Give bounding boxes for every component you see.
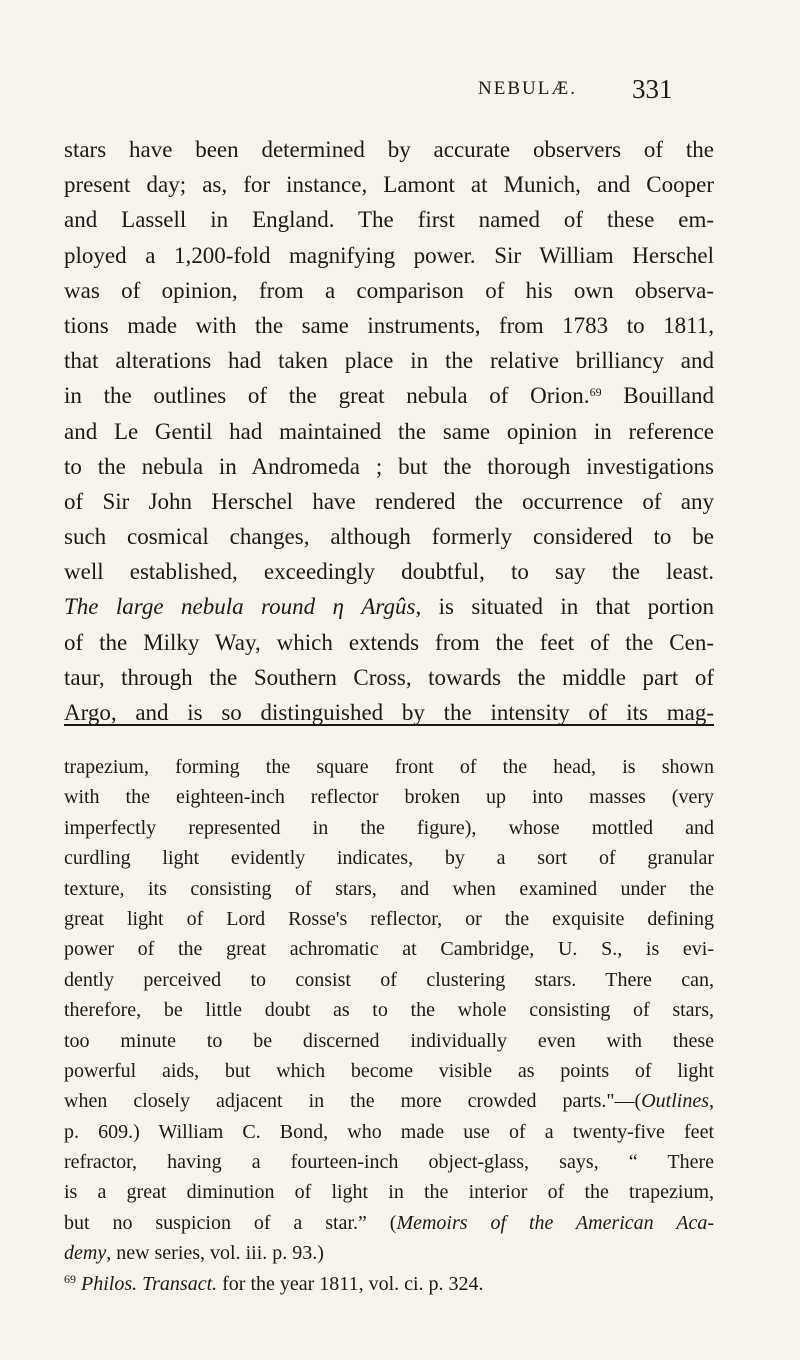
text-run: refractor, having a fourteen-inch object-glass, says, “ There xyxy=(64,1151,714,1174)
text-run: such cosmical changes, although formerly considered to be xyxy=(64,524,714,550)
text-run: was of opinion, from a comparison of his own observa- xyxy=(64,277,714,303)
text-run: dently perceived to consist of clustering stars. There can, xyxy=(64,968,714,991)
text-line xyxy=(64,660,714,695)
page-number: 331 xyxy=(632,74,673,104)
text-line xyxy=(64,589,714,624)
text-line xyxy=(64,484,714,519)
text-run: , new series, vol. iii. p. 93.) xyxy=(106,1242,324,1265)
text-run: texture, its consisting of stars, and when examined under the xyxy=(64,877,714,900)
footnote-line xyxy=(64,813,714,843)
footnote-line xyxy=(64,1117,714,1147)
text-run: power of the great achromatic at Cambridge, U. S., is evi- xyxy=(64,938,714,961)
footnote-line xyxy=(64,1026,714,1056)
footnote-line xyxy=(64,904,714,934)
italic-run: Memoirs of the American Aca- xyxy=(396,1211,714,1234)
italic-run: Philos. Transact. xyxy=(81,1272,218,1295)
text-line xyxy=(64,625,714,660)
text-line xyxy=(64,202,714,237)
footnote-line xyxy=(64,782,714,812)
text-run: of Sir John Herschel have rendered the occurrence of any xyxy=(64,488,714,514)
running-title: NEBULÆ. xyxy=(478,78,577,99)
text-run: taur, through the Southern Cross, towards the middle part of xyxy=(64,664,714,690)
text-run: for the year 1811, vol. ci. p. 324. xyxy=(217,1272,484,1295)
footnotes xyxy=(64,752,714,1299)
text-run: to the nebula in Andromeda ; but the thorough investigations xyxy=(64,453,714,479)
italic-run: Outlines xyxy=(641,1090,709,1113)
footnote-line xyxy=(64,1086,714,1116)
footnote-marker: 69 xyxy=(589,385,602,400)
text-line xyxy=(64,554,714,589)
text-run: ployed a 1,200-fold magnifying power. Sir William Herschel xyxy=(64,242,714,268)
footnote-line xyxy=(64,965,714,995)
text-run: and Le Gentil had maintained the same opinion in reference xyxy=(64,418,714,444)
text-line xyxy=(64,449,714,484)
text-run: of the Milky Way, which extends from the feet of the Cen- xyxy=(64,629,714,655)
footnote-rule xyxy=(64,724,714,726)
text-run: curdling light evidently indicates, by a sort of granular xyxy=(64,847,714,870)
text-run: but no suspicion of a star.” ( xyxy=(64,1211,397,1234)
text-line xyxy=(64,132,714,167)
text-line xyxy=(64,273,714,308)
text-run: p. 609.) William C. Bond, who made use of a twenty-five feet xyxy=(64,1120,714,1143)
text-run: too minute to be discerned individually even with these xyxy=(64,1029,714,1052)
text-run: present day; as, for instance, Lamont at Munich, and Cooper xyxy=(64,172,714,198)
text-run: and Lassell in England. The first named of these em- xyxy=(64,207,714,233)
text-run: great light of Lord Rosse's reflector, or the exquisite defining xyxy=(64,907,714,930)
text-run: Argo, and is so distinguished by the intensity of its mag- xyxy=(64,700,714,725)
text-line xyxy=(64,414,714,449)
text-run: , xyxy=(709,1090,714,1113)
text-run: is a great diminution of light in the interior of the trapezium, xyxy=(64,1181,714,1204)
text-run: tions made with the same instruments, from 1783 to 1811, xyxy=(64,312,714,338)
text-run: with the eighteen-inch reflector broken up into masses (very xyxy=(64,786,714,809)
text-run: that alterations had taken place in the relative brilliancy and xyxy=(64,348,714,374)
text-run: Bouilland xyxy=(601,383,714,409)
text-run: powerful aids, but which become visible as points of light xyxy=(64,1059,714,1082)
running-head xyxy=(0,74,800,108)
footnote-line xyxy=(64,874,714,904)
text-line xyxy=(64,238,714,273)
footnote-line xyxy=(64,1147,714,1177)
text-run: therefore, be little doubt as to the whole consisting of stars, xyxy=(64,999,714,1022)
italic-run: The large nebula round η Argûs xyxy=(64,594,416,620)
text-line xyxy=(64,343,714,378)
body-text xyxy=(64,132,714,730)
footnote-line xyxy=(64,752,714,782)
text-run: , is situated in that portion xyxy=(415,594,715,620)
footnote-line xyxy=(64,995,714,1025)
text-run: well established, exceedingly doubtful, to say the least. xyxy=(64,559,714,585)
footnote-marker: 69 xyxy=(64,1271,76,1286)
footnote-line xyxy=(64,1238,714,1268)
text-run: stars have been determined by accurate observers of the xyxy=(64,137,714,162)
text-run: imperfectly represented in the figure), whose mottled and xyxy=(64,816,714,839)
footnote-line xyxy=(64,843,714,873)
text-line xyxy=(64,519,714,554)
text-line xyxy=(64,378,714,413)
italic-run: demy xyxy=(64,1242,107,1265)
text-line xyxy=(64,167,714,202)
footnote-line xyxy=(64,1208,714,1238)
text-line xyxy=(64,308,714,343)
text-run: when closely adjacent in the more crowded parts."—( xyxy=(64,1090,642,1113)
footnote-line xyxy=(64,1056,714,1086)
text-run: trapezium, forming the square front of the head, is shown xyxy=(64,756,714,778)
footnote-line xyxy=(64,934,714,964)
footnote-line xyxy=(64,1177,714,1207)
text-run: in the outlines of the great nebula of Orion. xyxy=(64,383,590,409)
footnote-line xyxy=(64,1269,714,1299)
